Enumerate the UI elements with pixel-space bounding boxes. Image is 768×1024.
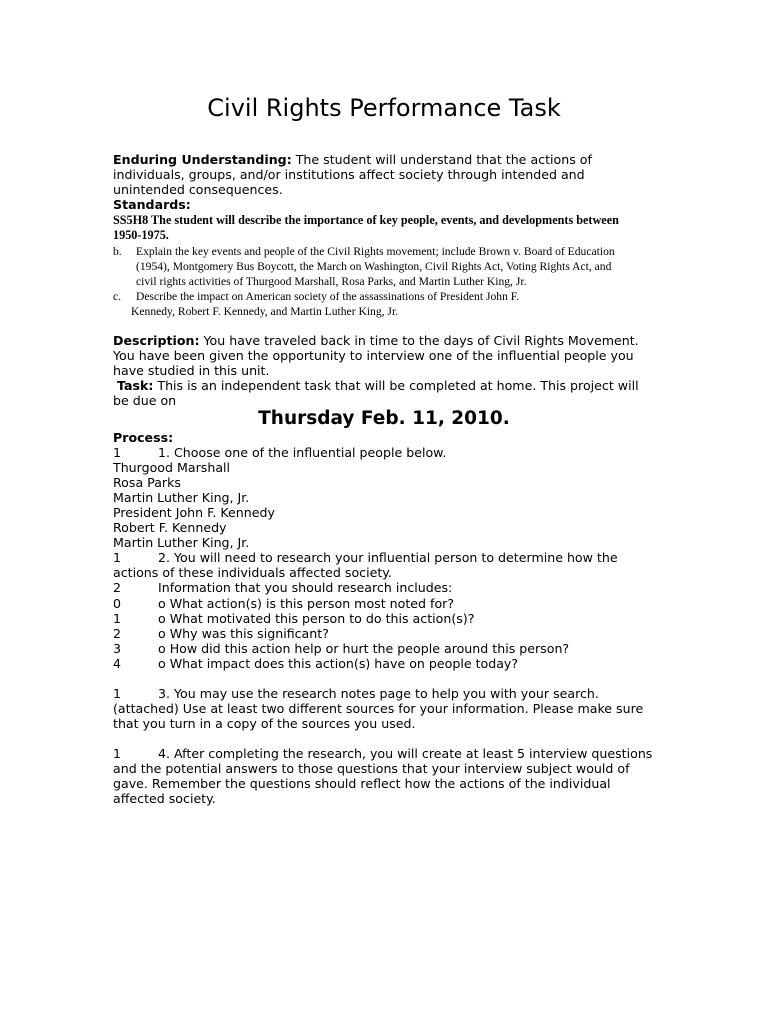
- person-item: Rosa Parks: [113, 475, 181, 490]
- standard-item-b-line-2: (1954), Montgomery Bus Boycott, the March on Washington, Civil Rights Act, Voting Rights Act, and: [136, 260, 612, 273]
- standard-item-c-line-2: Kennedy, Robert F. Kennedy, and Martin Luther King, Jr.: [131, 305, 399, 318]
- step-2-number: 1: [113, 550, 122, 565]
- step-4-number: 1: [113, 746, 122, 761]
- description-text-1: You have traveled back in time to the days of Civil Rights Movement.: [199, 333, 639, 348]
- question-number: 2: [113, 626, 122, 641]
- question-item: o How did this action help or hurt the people around this person?: [158, 641, 570, 656]
- enduring-line-1: [113, 152, 683, 167]
- standard-item-c-marker: c.: [113, 290, 122, 303]
- task-line-1: [117, 378, 687, 393]
- enduring-line-3: unintended consequences.: [113, 182, 283, 197]
- person-item: Robert F. Kennedy: [113, 520, 227, 535]
- page-title: Civil Rights Performance Task: [207, 94, 561, 122]
- question-number: 0: [113, 596, 122, 611]
- step-3-continued-1: (attached) Use at least two different sources for your information. Please make sure: [113, 701, 644, 716]
- step-4-continued-2: gave. Remember the questions should reflect how the actions of the individual: [113, 776, 611, 791]
- standard-item-b-marker: b.: [113, 245, 122, 258]
- person-item: President John F. Kennedy: [113, 505, 275, 520]
- task-text-1: This is an independent task that will be completed at home. This project will: [153, 378, 639, 393]
- enduring-line-2: individuals, groups, and/or institutions affect society through intended and: [113, 167, 585, 182]
- question-item: o Why was this significant?: [158, 626, 329, 641]
- standard-code-line-2: 1950-1975.: [113, 228, 169, 242]
- description-label: Description:: [113, 333, 200, 348]
- question-number: 4: [113, 656, 122, 671]
- info-text: Information that you should research includes:: [158, 580, 453, 595]
- info-number: 2: [113, 580, 122, 595]
- standard-item-b-line-3: civil rights activities of Thurgood Marshall, Rosa Parks, and Martin Luther King, Jr.: [136, 275, 527, 288]
- step-3-text: 3. You may use the research notes page to help you with your search.: [158, 686, 599, 701]
- person-item: Thurgood Marshall: [113, 460, 231, 475]
- enduring-text-1: The student will understand that the actions of: [291, 152, 592, 167]
- question-number: 3: [113, 641, 122, 656]
- question-item: o What motivated this person to do this action(s)?: [158, 611, 475, 626]
- step-4-text: 4. After completing the research, you will create at least 5 interview questions: [158, 746, 653, 761]
- task-label: Task:: [117, 378, 154, 393]
- step-1-number: 1: [113, 445, 122, 460]
- process-label: Process:: [113, 430, 174, 445]
- step-3-continued-2: that you turn in a copy of the sources you used.: [113, 716, 416, 731]
- question-item: o What action(s) is this person most noted for?: [158, 596, 455, 611]
- step-2-continued: actions of these individuals affected society.: [113, 565, 392, 580]
- step-4-continued-1: and the potential answers to those questions that your interview subject would of: [113, 761, 630, 776]
- task-line-2: be due on: [113, 393, 177, 408]
- standards-label: Standards:: [113, 197, 191, 212]
- step-1-text: 1. Choose one of the influential people below.: [158, 445, 447, 460]
- person-item: Martin Luther King, Jr.: [113, 535, 250, 550]
- standard-code-line-1: SS5H8 The student will describe the importance of key people, events, and developments between: [113, 213, 619, 227]
- standard-item-c-line-1: Describe the impact on American society of the assassinations of President John F.: [136, 290, 520, 303]
- description-line-2: You have been given the opportunity to interview one of the influential people you: [113, 348, 634, 363]
- person-item: Martin Luther King, Jr.: [113, 490, 250, 505]
- question-number: 1: [113, 611, 122, 626]
- enduring-label: Enduring Understanding:: [113, 152, 292, 167]
- description-line-1: [113, 333, 683, 348]
- standard-item-b-line-1: Explain the key events and people of the Civil Rights movement; include Brown v. Board of Education: [136, 245, 615, 258]
- step-2-text: 2. You will need to research your influential person to determine how the: [158, 550, 618, 565]
- step-4-continued-3: affected society.: [113, 791, 216, 806]
- description-line-3: have studied in this unit.: [113, 363, 270, 378]
- step-3-number: 1: [113, 686, 122, 701]
- due-date: Thursday Feb. 11, 2010.: [258, 408, 510, 429]
- question-item: o What impact does this action(s) have on people today?: [158, 656, 519, 671]
